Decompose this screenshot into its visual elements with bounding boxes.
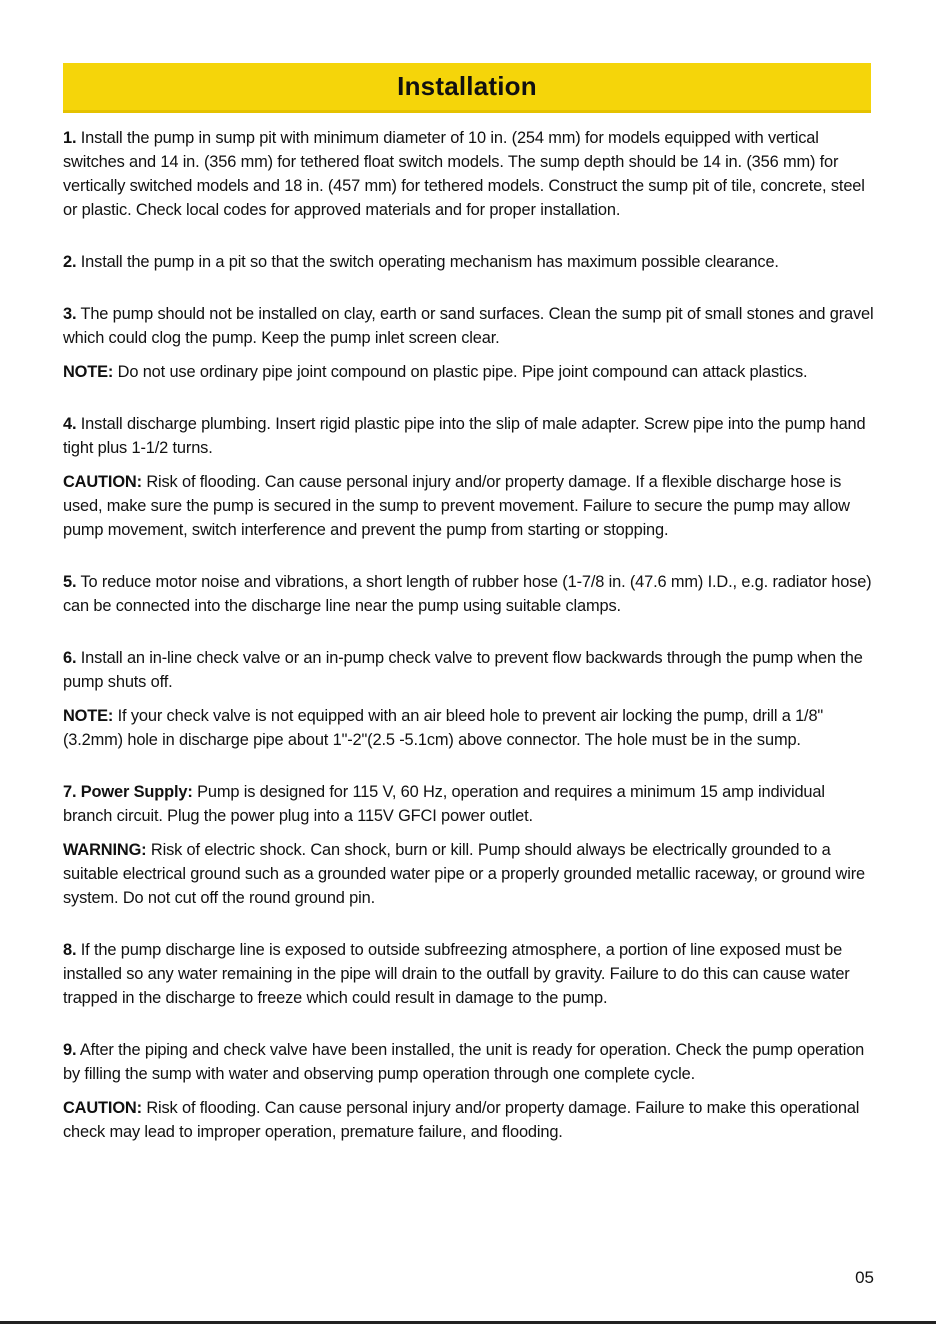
instruction-step-7-power-supply	[63, 780, 875, 828]
instruction-step-4	[63, 412, 875, 460]
instruction-step-6	[63, 646, 875, 694]
caution-operational-check	[63, 1096, 875, 1144]
caution-label: CAUTION:	[63, 473, 142, 491]
note-label: NOTE:	[63, 363, 114, 381]
step-label: 4.	[63, 415, 77, 433]
page-number: 05	[855, 1268, 874, 1287]
step-label: 7. Power Supply:	[63, 783, 193, 801]
step-label: 6.	[63, 649, 77, 667]
step-label: 5.	[63, 573, 77, 591]
step-text: To reduce motor noise and vibrations, a short length of rubber hose (1-7/8 in. (47.6 mm) I.D., e.g. radiator hose) can be connected into the discharge line near the pump using suitable clamps.	[63, 573, 872, 615]
instruction-step-1	[63, 126, 875, 222]
note-air-bleed-hole	[63, 704, 875, 752]
caution-text: Risk of flooding. Can cause personal injury and/or property damage. Failure to make this operational check may lead to improper operation, premature failure, and flooding.	[63, 1099, 860, 1141]
instruction-step-9	[63, 1038, 875, 1086]
note-pipe-compound	[63, 360, 875, 384]
note-text: If your check valve is not equipped with an air bleed hole to prevent air locking the pump, drill a 1/8"(3.2mm) hole in discharge pipe about 1"-2"(2.5 -5.1cm) above connector. The hole must be in the sump.	[63, 707, 824, 749]
step-text: The pump should not be installed on clay, earth or sand surfaces. Clean the sump pit of small stones and gravel which could clog the pump. Keep the pump inlet screen clear.	[63, 305, 874, 347]
note-label: NOTE:	[63, 707, 114, 725]
note-text: Do not use ordinary pipe joint compound on plastic pipe. Pipe joint compound can attack plastics.	[113, 363, 808, 381]
instruction-step-8	[63, 938, 875, 1010]
caution-text: Risk of flooding. Can cause personal injury and/or property damage. If a flexible discharge hose is used, make sure the pump is secured in the sump to prevent movement. Failure to secure the pump may allow pump movement, switch interference and prevent the pump from starting or stopping.	[63, 473, 850, 539]
step-text: Install the pump in sump pit with minimum diameter of 10 in. (254 mm) for models equipped with vertical switches and 14 in. (356 mm) for tethered float switch models. The sump depth should be 14 in. (356 mm) for vertically switched models and 18 in. (457 mm) for tethered models. Construct the sump pit of tile, concrete, steel or plastic. Check local codes for approved materials and for proper installation.	[63, 129, 865, 219]
instruction-step-2	[63, 250, 875, 274]
step-label: 8.	[63, 941, 77, 959]
section-title-bar	[63, 63, 871, 113]
step-text: Install an in-line check valve or an in-pump check valve to prevent flow backwards through the pump when the pump shuts off.	[63, 649, 863, 691]
warning-electric-shock	[63, 838, 875, 910]
instruction-step-5	[63, 570, 875, 618]
step-text: If the pump discharge line is exposed to outside subfreezing atmosphere, a portion of line exposed must be installed so any water remaining in the pipe will drain to the outfall by gravity. Failure to do this can cause water trapped in the discharge to freeze which could result in damage to the pump.	[63, 941, 850, 1007]
caution-flooding-hose	[63, 470, 875, 542]
step-label: 3.	[63, 305, 77, 323]
caution-label: CAUTION:	[63, 1099, 142, 1117]
step-label: 1.	[63, 129, 77, 147]
warning-label: WARNING:	[63, 841, 147, 859]
step-text: After the piping and check valve have been installed, the unit is ready for operation. Check the pump operation by filling the sump with water and observing pump operation through one complete cycle.	[63, 1041, 865, 1083]
instructions-body	[63, 126, 875, 1144]
step-label: 9.	[63, 1041, 77, 1059]
warning-text: Risk of electric shock. Can shock, burn or kill. Pump should always be electrically grounded to a suitable electrical ground such as a grounded water pipe or a properly grounded metallic raceway, or ground wire system. Do not cut off the round ground pin.	[63, 841, 865, 907]
step-label: 2.	[63, 253, 77, 271]
page-title: Installation	[397, 71, 537, 101]
step-text: Install the pump in a pit so that the switch operating mechanism has maximum possible clearance.	[76, 253, 779, 271]
instruction-step-3	[63, 302, 875, 350]
step-text: Install discharge plumbing. Insert rigid plastic pipe into the slip of male adapter. Screw pipe into the pump hand tight plus 1-1/2 turns.	[63, 415, 866, 457]
step-text: Pump is designed for 115 V, 60 Hz, operation and requires a minimum 15 amp individual branch circuit. Plug the power plug into a 115V GFCI power outlet.	[63, 783, 825, 825]
